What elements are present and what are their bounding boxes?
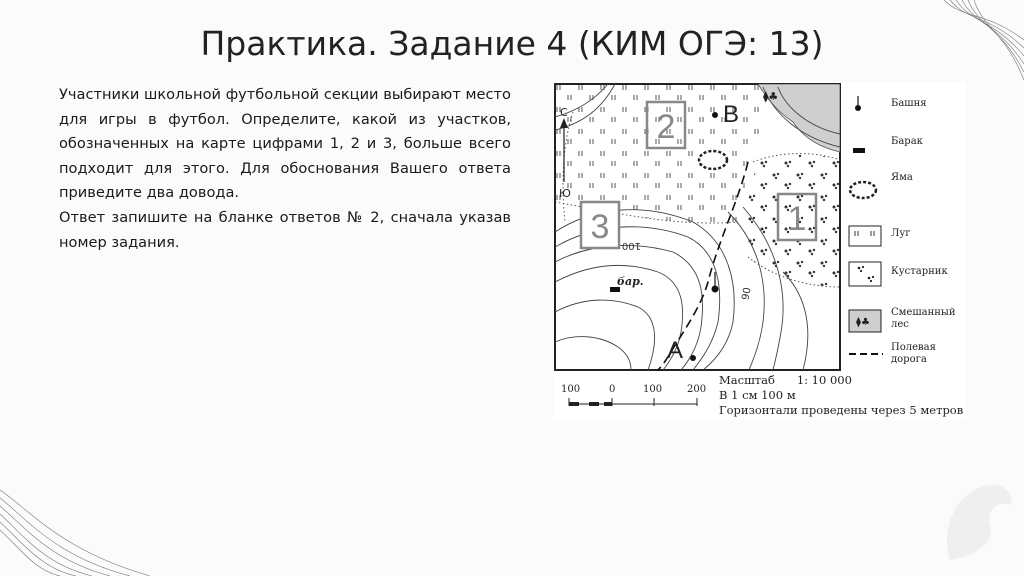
legend-label-meadow: Луг: [891, 228, 911, 239]
contour-label-90: 90: [740, 286, 754, 301]
north-label: С: [560, 106, 568, 119]
task-paragraph-question: Участники школьной футбольной секции выбирают место для игры в футбол. Определите, какой из участков, обозначенных на карте цифрами 1, 2 и 3, больше всего подходит для этого. Для обоснования Вашего ответа приведите два довода.: [59, 86, 511, 202]
legend-label-shrub: Кустарник: [891, 266, 948, 277]
legend-label-field-road-1: Полевая: [891, 342, 936, 353]
legend-item-pit: [850, 172, 913, 198]
forest-symbol-icon: ⧫♣: [763, 90, 779, 103]
scale-text-line-1: Масштаб 1: 10 000: [719, 373, 852, 387]
south-label: Ю: [559, 187, 571, 200]
scale-bar: [561, 373, 963, 417]
barracks-label: бар.: [617, 275, 644, 288]
topographic-map-figure: [553, 82, 966, 420]
decorative-logo-silhouette: [930, 470, 1020, 570]
plot-3-label: 3: [590, 208, 610, 246]
legend-label-pit: Яма: [891, 172, 913, 183]
plot-2-label: 2: [656, 108, 676, 146]
point-a-marker: [690, 355, 696, 361]
plot-1-label: 1: [787, 200, 807, 238]
scale-text-line-3: Горизонтали проведены через 5 метров: [719, 403, 964, 417]
scale-tick-100-left: 100: [561, 384, 581, 395]
scale-tick-0: 0: [609, 384, 616, 395]
contour-label-100: 100: [621, 240, 641, 251]
legend-item-barracks: [853, 136, 924, 153]
legend-label-mixed-forest-2: лес: [891, 319, 909, 330]
scale-text-line-2: В 1 см 100 м: [719, 388, 796, 402]
legend-item-mixed-forest: [849, 307, 956, 332]
scale-tick-100: 100: [643, 384, 663, 395]
point-b-marker: [712, 112, 718, 118]
legend-item-shrub: [849, 262, 948, 286]
legend-label-mixed-forest-1: Смешанный: [891, 307, 956, 318]
legend-item-meadow: [849, 226, 910, 246]
legend-item-field-road: [849, 342, 936, 365]
legend-item-tower: [855, 96, 927, 111]
decorative-waves-top-right: [904, 0, 1024, 90]
legend-label-barracks: Барак: [891, 136, 923, 147]
point-b-label: B: [723, 101, 740, 128]
scale-tick-200: 200: [687, 384, 707, 395]
point-a-label: A: [667, 337, 684, 364]
decorative-waves-bottom-left: [0, 480, 150, 576]
legend-label-field-road-2: дорога: [891, 354, 927, 365]
task-text: [59, 83, 511, 255]
task-paragraph-instruction: Ответ запишите на бланке ответов № 2, сначала указав номер задания.: [59, 208, 511, 251]
topographic-map-svg: [553, 82, 966, 420]
legend-label-tower: Башня: [891, 98, 927, 109]
slide-title: Практика. Задание 4 (КИМ ОГЭ: 13): [200, 24, 824, 63]
pit-icon: [699, 151, 727, 169]
map-legend: [849, 96, 956, 365]
svg-text:⧫♣: ⧫♣: [856, 317, 870, 328]
